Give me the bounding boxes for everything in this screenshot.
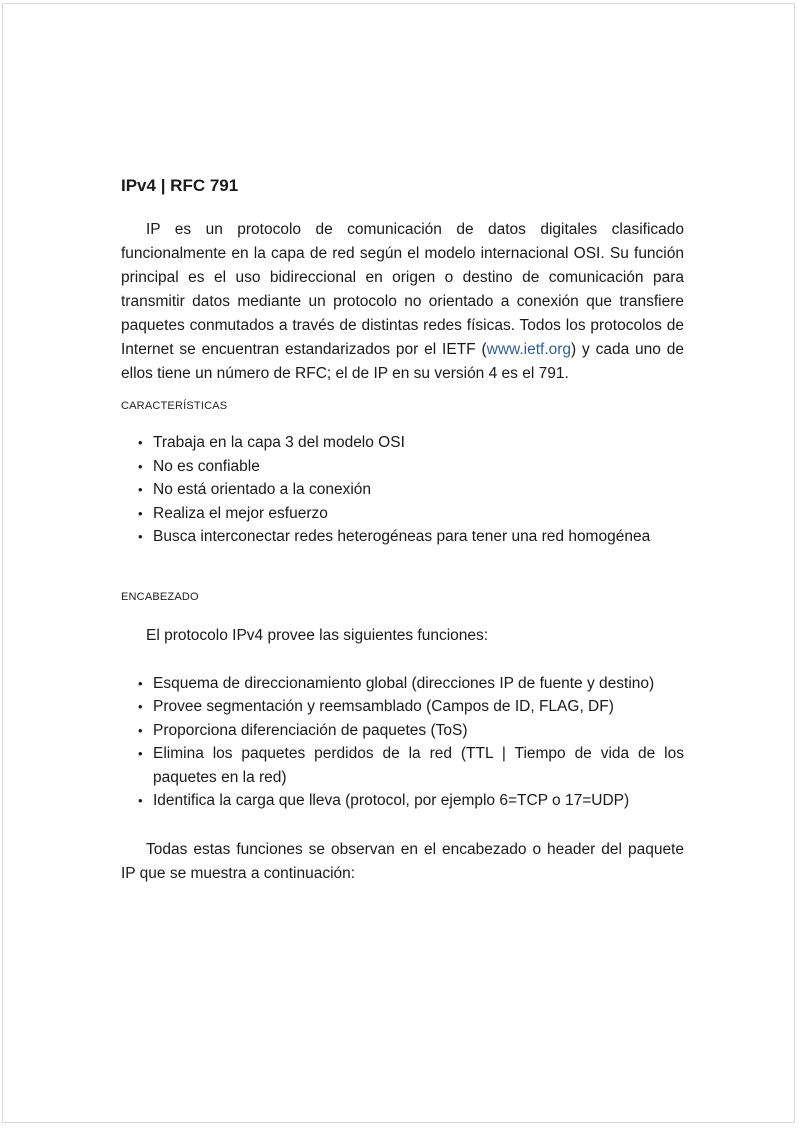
- intro-paragraph: [121, 218, 684, 386]
- list-item: • Esquema de direccionamiento global (direcciones IP de fuente y destino): [153, 672, 684, 696]
- functions-list: [121, 672, 684, 813]
- intro-text-before-link: IP es un protocolo de comunicación de datos digitales clasificado funcionalmente en la capa de red según el modelo internacional OSI. Su función principal es el uso bidireccional en origen o destino de comunicación para transmitir datos mediante un protocolo no orientado a conexión que transfiere paquetes conmutados a través de distintas redes físicas. Todos los protocolos de Internet se encuentran estandarizados por el IETF (: [121, 221, 684, 358]
- list-item: • Trabaja en la capa 3 del modelo OSI: [153, 431, 684, 455]
- list-item: • Busca interconectar redes heterogéneas para tener una red homogénea: [153, 525, 684, 549]
- closing-paragraph: Todas estas funciones se observan en el encabezado o header del paquete IP que se muestra a continuación:: [121, 840, 684, 882]
- characteristics-label: CARACTERÍSTICAS: [121, 400, 228, 412]
- document-page: [2, 3, 795, 1123]
- list-item: • Elimina los paquetes perdidos de la red (TTL | Tiempo de vida de los paquetes en la red): [153, 742, 684, 789]
- list-item: • Identifica la carga que lleva (protocol, por ejemplo 6=TCP o 17=UDP): [153, 789, 684, 813]
- list-item: • Proporciona diferenciación de paquetes (ToS): [153, 719, 684, 743]
- list-item: • Provee segmentación y reemsamblado (Campos de ID, FLAG, DF): [153, 695, 684, 719]
- characteristics-list: [121, 431, 684, 549]
- list-item: • No es confiable: [153, 455, 684, 479]
- document-content: [121, 174, 684, 886]
- header-section-label: ENCABEZADO: [121, 590, 199, 603]
- ietf-link[interactable]: www.ietf.org: [486, 341, 572, 358]
- functions-intro: El protocolo IPv4 provee las siguientes funciones:: [146, 626, 489, 644]
- list-item: • Realiza el mejor esfuerzo: [153, 502, 684, 526]
- document-title: IPv4 | RFC 791: [121, 176, 239, 195]
- intro-text-after-link: ) y cada uno de ellos tiene un número de RFC; el de IP en su versión 4 es el 791.: [121, 341, 684, 382]
- list-item: • No está orientado a la conexión: [153, 478, 684, 502]
